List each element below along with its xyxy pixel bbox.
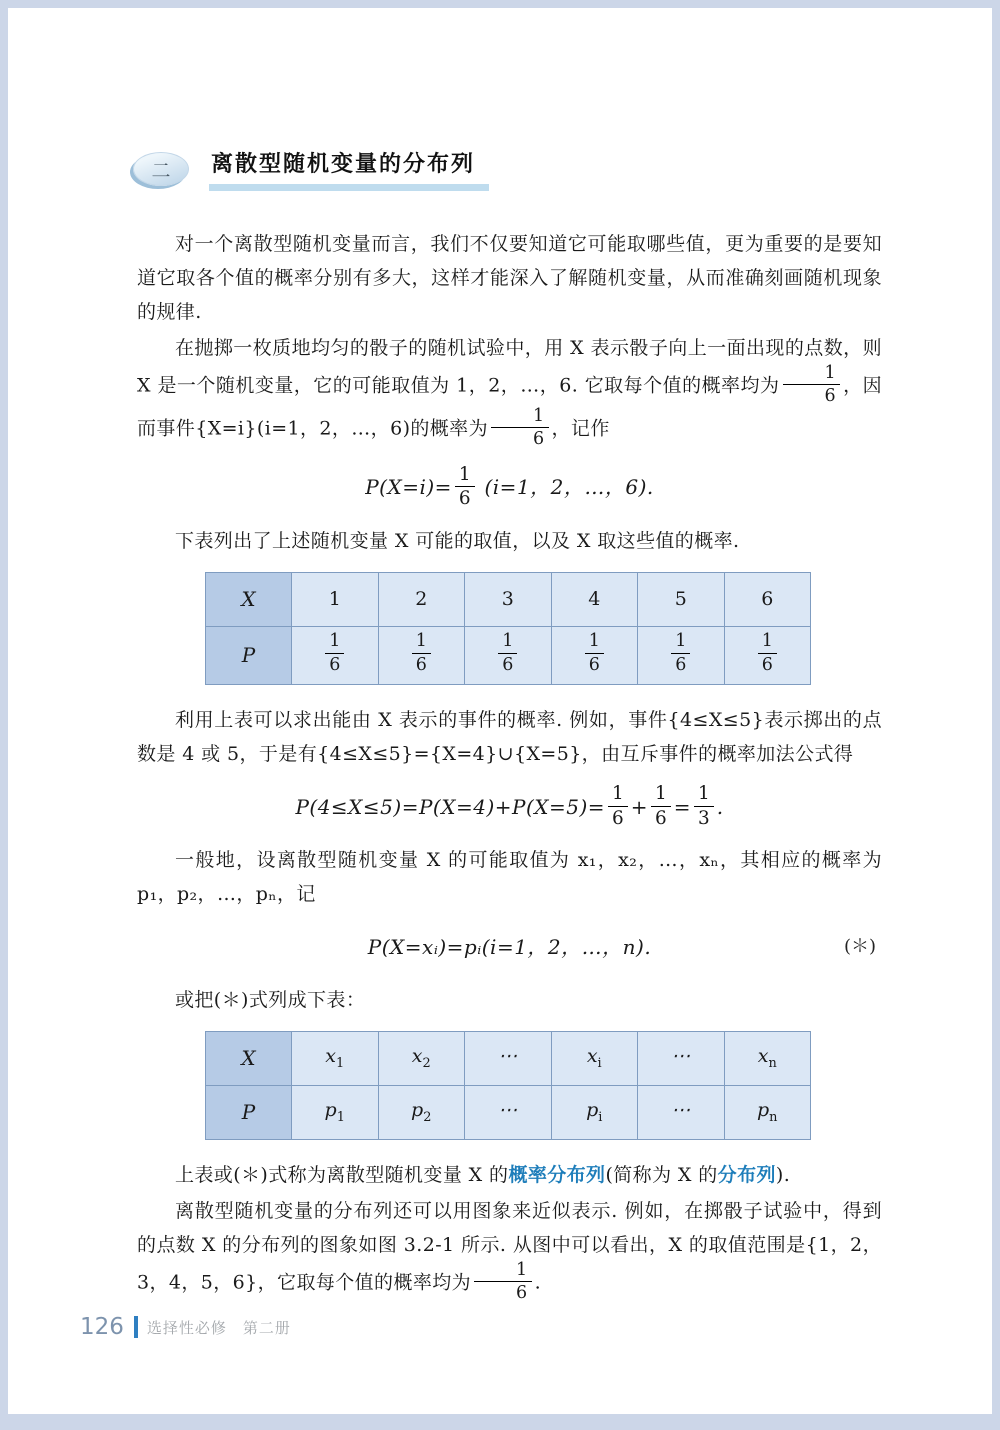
table-cell: 3: [465, 572, 552, 626]
table-cell: ⋯: [638, 1031, 725, 1085]
paragraph-graph-representation: [137, 1194, 882, 1305]
term-probability-distribution: 概率分布列: [508, 1163, 606, 1186]
fraction-one-sixth: $\frac{1}{6}$: [651, 783, 671, 828]
paragraph-general-definition: 一般地，设离散型随机变量 X 的可能取值为 x₁，x₂，…，xₙ，其相应的概率为 p₁，p₂，…，pₙ，记: [137, 848, 882, 905]
formula-probability-each-value: [137, 463, 882, 511]
table-cell: [724, 626, 811, 684]
table-cell: $x_i$: [551, 1031, 638, 1085]
table-cell: $p_i$: [551, 1085, 638, 1139]
paragraph-text: ，因而事件{X=i}(i=1，2，…，6)的概率为: [137, 374, 882, 440]
fraction-one-sixth: $\frac{1}{6}$: [758, 631, 777, 674]
fraction-one-sixth: $\frac{1}{6}$: [608, 783, 628, 828]
row-label-p: P: [206, 626, 292, 684]
section-number-badge: 二: [133, 152, 189, 186]
fraction-one-sixth: $\frac{1}{6}$: [783, 363, 841, 406]
table-cell: [292, 626, 379, 684]
table-cell: 4: [551, 572, 638, 626]
paragraph-text: .: [534, 1271, 542, 1294]
fraction-one-sixth: $\frac{1}{6}$: [474, 1260, 532, 1303]
table-cell: $x_1$: [292, 1031, 379, 1085]
table-cell: ⋯: [638, 1085, 725, 1139]
star-marker: (＊): [843, 935, 876, 957]
page-title: 离散型随机变量的分布列: [209, 147, 489, 191]
fraction-one-sixth: $\frac{1}{6}$: [455, 464, 475, 509]
table-cell: [378, 626, 465, 684]
fraction-one-sixth: $\frac{1}{6}$: [412, 631, 431, 674]
table-cell: $p_1$: [292, 1085, 379, 1139]
formula-text: P(X=i)=: [365, 475, 452, 500]
paragraph-text: ).: [775, 1163, 791, 1186]
row-label-x: X: [206, 1031, 292, 1085]
formula-text: (i=1，2，…，6).: [477, 475, 654, 500]
table-cell: $p_n$: [724, 1085, 811, 1139]
general-distribution-table: [205, 1031, 811, 1140]
table-cell: ⋯: [465, 1085, 552, 1139]
table-row-p: [206, 1085, 811, 1139]
paragraph-table-intro: 下表列出了上述随机变量 X 可能的取值，以及 X 取这些值的概率.: [175, 529, 740, 552]
formula-text: .: [716, 794, 724, 819]
fraction-one-sixth: $\frac{1}{6}$: [671, 631, 690, 674]
formula-addition-rule: [137, 783, 882, 831]
footer-divider-bar: [134, 1316, 138, 1338]
table-row-x: [206, 572, 811, 626]
table-cell: 5: [638, 572, 725, 626]
fraction-one-sixth: $\frac{1}{6}$: [491, 406, 549, 449]
paragraph-dice-experiment: [137, 331, 882, 451]
table-cell: ⋯: [465, 1031, 552, 1085]
table-cell: [638, 626, 725, 684]
textbook-page: [8, 8, 992, 1414]
dice-distribution-table: [205, 572, 811, 685]
table-cell: $x_n$: [724, 1031, 811, 1085]
paragraph-text: 在抛掷一枚质地均匀的骰子的随机试验中，用 X 表示骰子向上一面出现的点数，则 X 是一个随机变量，它的可能取值为 1，2，…，6. 它取每个值的概率均为: [137, 337, 882, 397]
paragraph-list-as-table: 或把(＊)式列成下表：: [175, 988, 366, 1011]
formula-text: =: [673, 794, 691, 819]
fraction-one-sixth: $\frac{1}{6}$: [325, 631, 344, 674]
formula-text: P(X=xᵢ)=pᵢ(i=1，2，…，n).: [367, 934, 652, 959]
formula-text: P(4≤X≤5)=P(X=4)+P(X=5)=: [295, 794, 606, 819]
section-heading: [133, 147, 882, 191]
paragraph-text: (简称为 X 的: [605, 1163, 718, 1186]
paragraph-text: 离散型随机变量的分布列还可以用图象来近似表示. 例如，在掷骰子试验中，得到的点数 X 的分布列的图象如图 3.2-1 所示. 从图中可以看出，X 的取值范围是{1，2，3，4，5，6}，它取每个值的概率均为: [137, 1199, 882, 1294]
table-cell: 2: [378, 572, 465, 626]
book-title: 选择性必修 第二册: [146, 1318, 291, 1337]
row-label-p: P: [206, 1085, 292, 1139]
fraction-one-sixth: $\frac{1}{6}$: [585, 631, 604, 674]
table-cell: $p_2$: [378, 1085, 465, 1139]
page-footer: [80, 1314, 291, 1340]
paragraph-text: ，记作: [551, 417, 610, 440]
table-row-x: [206, 1031, 811, 1085]
table-cell: 6: [724, 572, 811, 626]
row-label-x: X: [206, 572, 292, 626]
formula-general-distribution: [137, 923, 882, 971]
paragraph-intro: 对一个离散型随机变量而言，我们不仅要知道它可能取哪些值，更为重要的是要知道它取各个值的概率分别有多大，这样才能深入了解随机变量，从而准确刻画随机现象的规律.: [137, 233, 882, 323]
fraction-one-third: $\frac{1}{3}$: [694, 783, 714, 828]
term-distribution: 分布列: [717, 1163, 776, 1186]
paragraph-definition-name: [137, 1158, 882, 1192]
formula-text: +: [630, 794, 649, 819]
table-cell: [551, 626, 638, 684]
table-row-p: [206, 626, 811, 684]
table-cell: [465, 626, 552, 684]
table-cell: 1: [292, 572, 379, 626]
paragraph-text: 上表或(＊)式称为离散型随机变量 X 的: [175, 1163, 509, 1186]
page-number: 126: [80, 1314, 124, 1340]
fraction-one-sixth: $\frac{1}{6}$: [498, 631, 517, 674]
table-cell: $x_2$: [378, 1031, 465, 1085]
paragraph-event-probability: 利用上表可以求出能由 X 表示的事件的概率. 例如，事件{4≤X≤5}表示掷出的点数是 4 或 5，于是有{4≤X≤5}={X=4}∪{X=5}，由互斥事件的概率加法公式得: [137, 708, 882, 765]
